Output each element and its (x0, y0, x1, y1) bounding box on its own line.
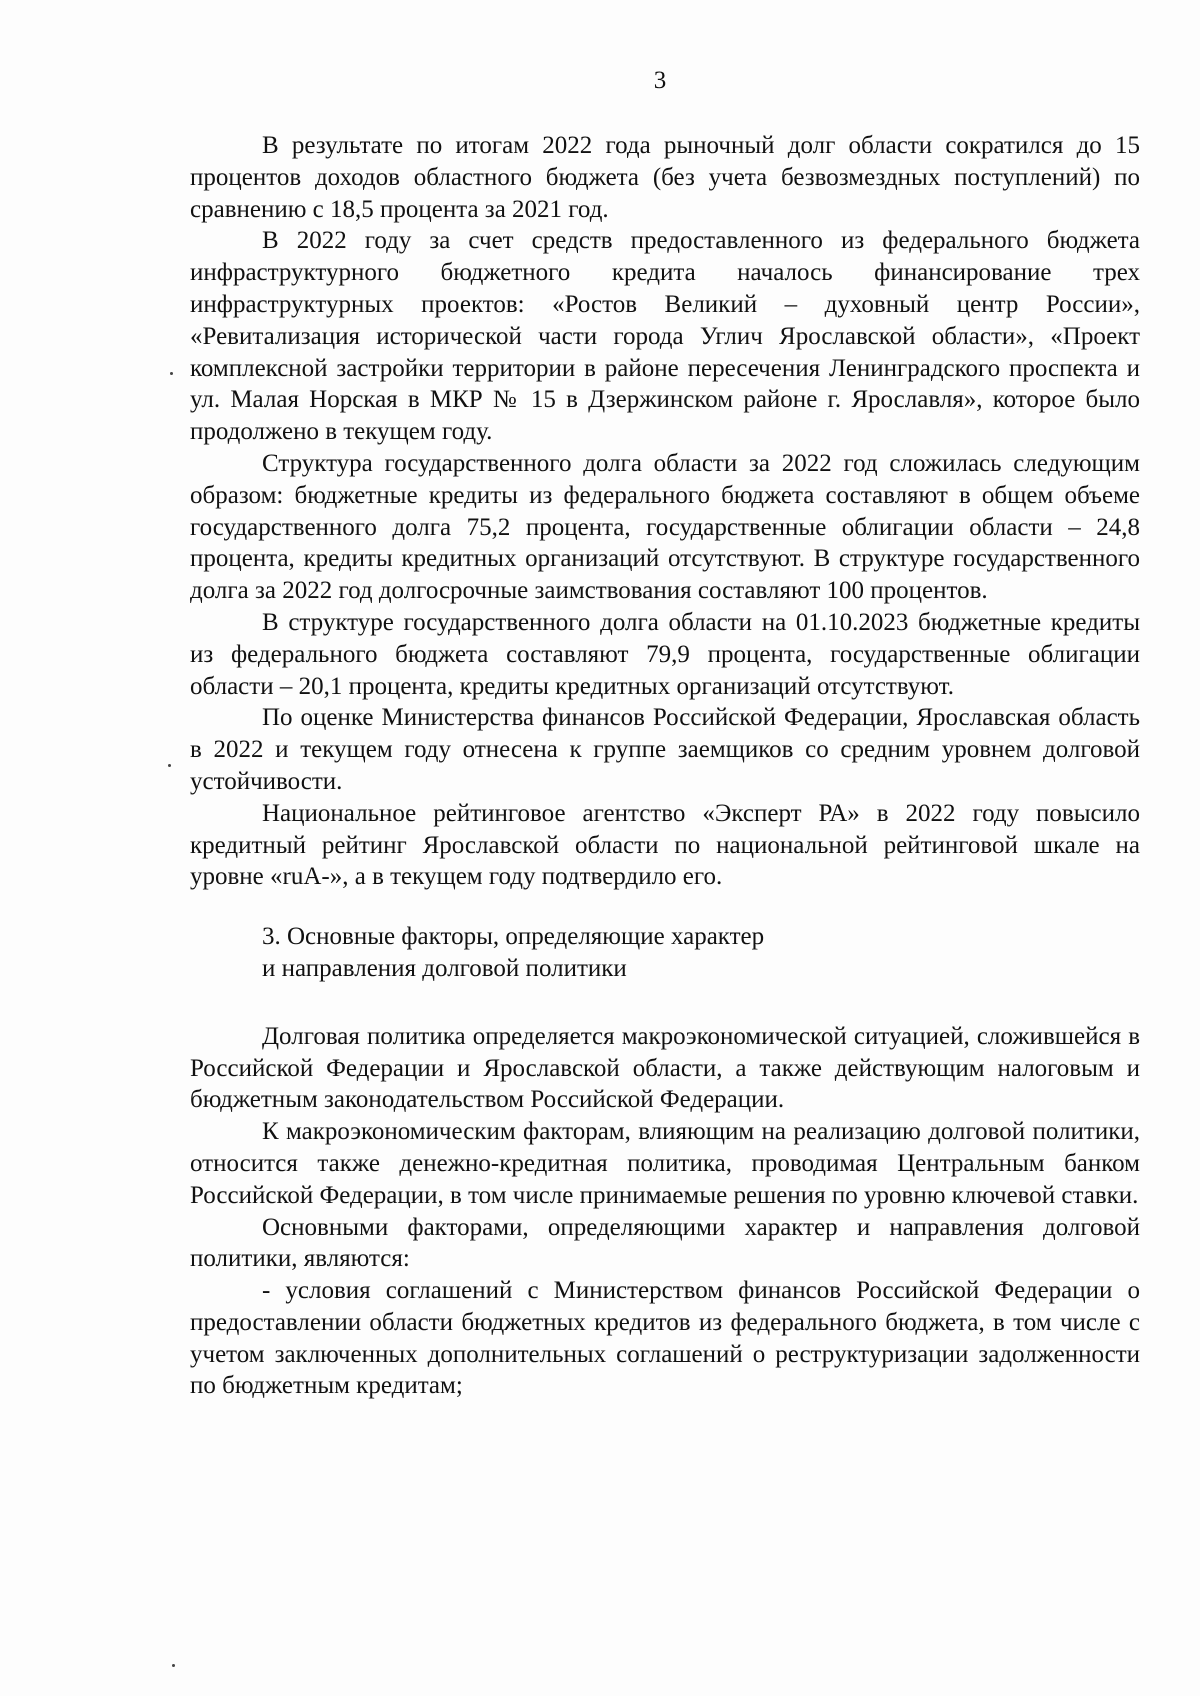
paragraph: Долговая политика определяется макроэкономической ситуацией, сложившейся в Российской Федерации и Ярославской области, а также действующим налоговым и бюджетным законодательством Российской Федерации. (190, 1022, 1140, 1114)
scan-speck (172, 1664, 175, 1667)
page-number: 3 (653, 67, 667, 94)
scan-speck (170, 372, 173, 375)
paragraph: Основными факторами, определяющими характер и направления долговой политики, являются: (190, 1213, 1140, 1273)
paragraph: Национальное рейтинговое агентство «Эксперт РА» в 2022 году повысило кредитный рейтинг Ярославской области по национальной рейтинговой шкале на уровне «ruA-», а в текущем году подтвердило его. (190, 799, 1140, 891)
paragraph: В результате по итогам 2022 года рыночный долг области сократился до 15 процентов доходов областного бюджета (без учета безвозмездных поступлений) по сравнению с 18,5 процента за 2021 год. (190, 132, 1140, 223)
paragraph: В структуре государственного долга области на 01.10.2023 бюджетные кредиты из федерального бюджета составляют 79,9 процента, государственные облигации области – 20,1 процента, кредиты кредитных организаций отсутствуют. (190, 608, 1140, 700)
paragraph: К макроэкономическим факторам, влияющим на реализацию долговой политики, относится также денежно-кредитная политика, проводимая Центральным банком Российской Федерации, в том числе принимаемые решения по уровню ключевой ставки. (190, 1118, 1140, 1209)
section-heading (190, 921, 1140, 985)
list-item: - условия соглашений с Министерством финансов Российской Федерации о предоставлении области бюджетных кредитов из федерального бюджета, в том числе с учетом заключенных дополнительных соглашений о реструктуризации задолженности по бюджетным кредитам; (190, 1277, 1140, 1400)
paragraph: Структура государственного долга области за 2022 год сложилась следующим образом: бюджетные кредиты из федерального бюджета составляют в общем объеме государственного долга 75,2 процента, государственные облигации области – 24,8 процента, кредиты кредитных организаций отсутствуют. В структуре государственного долга за 2022 год долгосрочные заимствования составляют 100 процентов. (190, 449, 1140, 605)
scan-speck (168, 764, 171, 767)
section-heading-line: и направления долговой политики (262, 954, 627, 982)
paragraph: По оценке Министерства финансов Российской Федерации, Ярославская область в 2022 и текущем году отнесена к группе заемщиков со средним уровнем долговой устойчивости. (190, 704, 1140, 795)
section-heading-line: 3. Основные факторы, определяющие характер (262, 923, 765, 951)
document-body (190, 130, 1140, 1402)
paragraph: В 2022 году за счет средств предоставленного из федерального бюджета инфраструктурного бюджетного кредита началось финансирование трех инфраструктурных проектов: «Ростов Великий – духовный центр России», «Ревитализация исторической части города Углич Ярославской области», «Проект комплексной застройки территории в районе пересечения Ленинградского проспекта и ул. Малая Норская в МКР № 15 в Дзержинском районе г. Ярославля», которое было продолжено в текущем году. (190, 227, 1140, 446)
